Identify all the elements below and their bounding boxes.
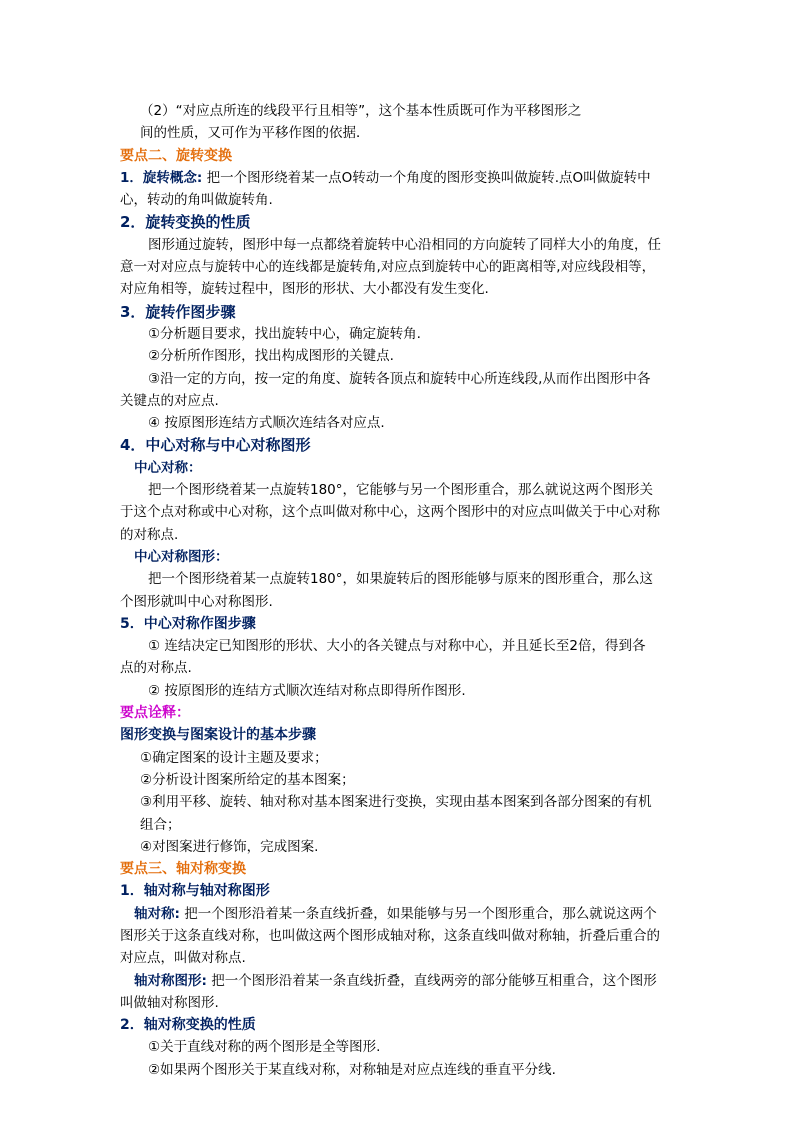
rotation-concept-num: 1． — [120, 169, 143, 186]
central-symmetric-figure-line-2: 个图形就叫中心对称图形. — [120, 593, 273, 610]
rotation-properties-line-1: 图形通过旋转，图形中每一点都绕着旋转中心沿相同的方向旋转了同样大小的角度，任 — [148, 236, 661, 253]
design-step-3-line-1: ③利用平移、旋转、轴对称对基本图案进行变换，实现由基本图案到各部分图案的有机 — [140, 794, 652, 811]
central-symmetry-heading: 4．中心对称与中心对称图形 — [120, 436, 311, 455]
axial-symmetry-line-2: 图形关于这条直线对称，也叫做这两个图形成轴对称，这条直线叫做对称轴，折叠后重合的 — [120, 927, 660, 944]
document-content — [120, 100, 680, 1081]
rotation-step-3-line-2: 关键点的对应点. — [120, 392, 219, 409]
translation-property-line-2: 间的性质，又可作为平移作图的依据． — [140, 125, 370, 142]
rotation-step-4: ④ 按原图形连结方式顺次连结各对应点. — [148, 415, 385, 432]
central-symmetric-figure-line-1: 把一个图形绕着某一点旋转180°，如果旋转后的图形能够与原来的图形重合，那么这 — [148, 571, 654, 588]
design-step-4: ④对图案进行修饰，完成图案. — [140, 838, 319, 855]
central-step-2: ② 按原图形的连结方式顺次连结对称点即得所作图形. — [148, 682, 466, 699]
rotation-properties-line-3: 对应角相等，旋转过程中，图形的形状、大小都没有发生变化. — [120, 281, 489, 298]
central-steps-heading: 5．中心对称作图步骤 — [120, 615, 256, 632]
central-symmetry-label: 中心对称： — [134, 459, 202, 476]
rotation-step-3-line-1: ③沿一定的方向，按一定的角度、旋转各顶点和旋转中心所连线段,从而作出图形中各 — [148, 370, 651, 387]
axial-property-1: ①关于直线对称的两个图形是全等图形. — [148, 1039, 381, 1056]
design-step-2: ②分析设计图案所给定的基本图案； — [140, 771, 355, 788]
design-step-3-line-2: 组合； — [140, 816, 181, 833]
central-symmetry-line-1: 把一个图形绕着某一点旋转180°，它能够与另一个图形重合，那么就说这两个图形关 — [148, 482, 654, 499]
rotation-concept-line-2: 心，转动的角叫做旋转角. — [120, 192, 273, 209]
central-symmetry-line-2: 于这个点对称或中心对称，这个点叫做对称中心，这两个图形中的对应点叫做关于中心对称 — [120, 504, 660, 521]
rotation-step-1: ①分析题目要求，找出旋转中心，确定旋转角. — [148, 325, 421, 342]
axial-property-2: ②如果两个图形关于某直线对称，对称轴是对应点连线的垂直平分线. — [148, 1061, 556, 1078]
section-2-heading: 要点二、旋转变换 — [120, 147, 232, 164]
axial-symmetry-line-3: 对应点，叫做对称点. — [120, 950, 246, 967]
axial-symmetry-heading: 1．轴对称与轴对称图形 — [120, 883, 270, 900]
central-step-1-line-2: 点的对称点. — [120, 660, 192, 677]
translation-property-line-1: （2）“对应点所连的线段平行且相等”，这个基本性质既可作为平移图形之 — [140, 103, 582, 119]
central-symmetry-line-3: 的对称点. — [120, 526, 179, 543]
rotation-properties-heading: 2．旋转变换的性质 — [120, 213, 251, 232]
central-step-1-line-1: ① 连结决定已知图形的形状、大小的各关键点与对称中心，并且延长至2倍，得到各 — [148, 638, 646, 655]
note-heading: 要点诠释： — [120, 705, 190, 722]
rotation-step-2: ②分析所作图形，找出构成图形的关键点. — [148, 348, 394, 365]
axial-properties-heading: 2．轴对称变换的性质 — [120, 1017, 256, 1034]
central-symmetric-figure-label: 中心对称图形： — [134, 548, 229, 565]
axial-figure-line-2: 叫做轴对称图形. — [120, 994, 219, 1011]
rotation-concept-line-1 — [120, 167, 680, 189]
axial-symmetry-line-1 — [120, 903, 680, 925]
section-3-heading: 要点三、轴对称变换 — [120, 861, 246, 878]
axial-figure-term: 轴对称图形: — [134, 972, 207, 989]
axial-figure-line-1 — [120, 970, 680, 992]
rotation-properties-line-2: 意一对对应点与旋转中心的连线都是旋转角,对应点到旋转中心的距离相等,对应线段相等， — [120, 259, 656, 276]
rotation-concept-term: 旋转概念: — [142, 169, 203, 186]
rotation-steps-heading: 3．旋转作图步骤 — [120, 302, 236, 321]
rotation-concept-text: 把一个图形绕着某一点O转动一个角度的图形变换叫做旋转.点O叫做旋转中 — [202, 169, 651, 186]
axial-symmetry-term: 轴对称: — [134, 905, 180, 922]
axial-symmetry-text: 把一个图形沿着某一条直线折叠，如果能够与另一个图形重合，那么就说这两个 — [179, 905, 657, 922]
axial-figure-text: 把一个图形沿着某一条直线折叠，直线两旁的部分能够互相重合，这个图形 — [206, 972, 657, 989]
design-step-1: ①确定图案的设计主题及要求； — [140, 749, 328, 766]
design-steps-heading: 图形变换与图案设计的基本步骤 — [120, 727, 316, 744]
